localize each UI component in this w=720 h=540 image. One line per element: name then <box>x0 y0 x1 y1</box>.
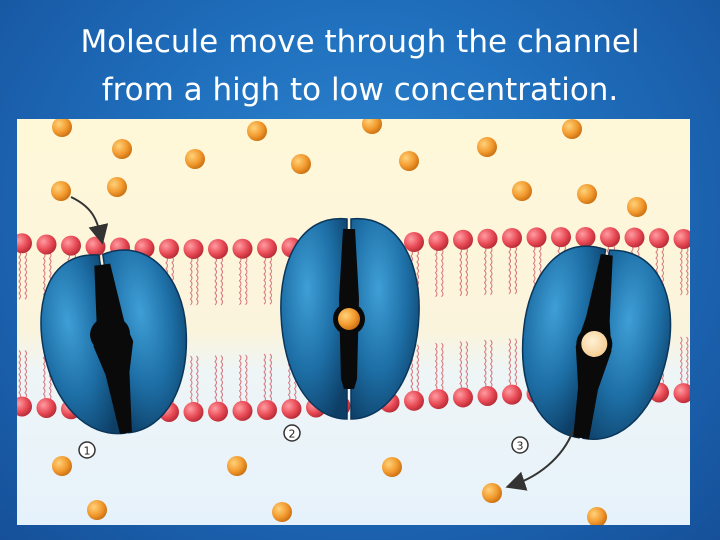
solute-molecule <box>512 181 532 201</box>
lipid-head <box>404 232 424 252</box>
lipid-head <box>551 227 571 247</box>
solute-molecule <box>627 197 647 217</box>
solute-molecule <box>52 456 72 476</box>
lipid-head <box>625 228 645 248</box>
lipid-head <box>478 229 498 249</box>
solute-molecule <box>562 119 582 139</box>
solute-molecule <box>51 181 71 201</box>
lipid-head <box>453 230 473 250</box>
lipid-head <box>257 400 277 420</box>
lipid-head <box>208 402 228 422</box>
lipid-head <box>61 236 81 256</box>
solute-molecule <box>185 149 205 169</box>
solute-molecule <box>112 139 132 159</box>
lipid-head <box>233 239 253 259</box>
membrane-channel-diagram <box>17 119 690 525</box>
slide-title <box>0 18 720 114</box>
lipid-head <box>527 227 547 247</box>
solute-molecule <box>577 184 597 204</box>
lipid-head <box>282 399 302 419</box>
title-line-1: Molecule move through the channel <box>80 24 640 60</box>
lipid-head <box>37 234 57 254</box>
svg-text:3: 3 <box>516 439 524 453</box>
lipid-head <box>429 389 449 409</box>
lipid-head <box>502 228 522 248</box>
lipid-head <box>404 391 424 411</box>
solute-molecule <box>272 502 292 522</box>
solute-molecule <box>87 500 107 520</box>
solute-molecule <box>227 456 247 476</box>
step-label-1 <box>79 442 95 458</box>
lipid-head <box>159 239 179 259</box>
lipid-head <box>208 239 228 259</box>
lipid-head <box>233 401 253 421</box>
lipid-head <box>429 231 449 251</box>
title-line-2: from a high to low concentration. <box>101 72 619 108</box>
lipid-head <box>649 228 669 248</box>
solute-molecule <box>399 151 419 171</box>
lipid-head <box>502 385 522 405</box>
solute-molecule <box>382 457 402 477</box>
solute-molecule-in-channel <box>338 308 360 330</box>
solute-molecule <box>477 137 497 157</box>
lipid-head <box>600 227 620 247</box>
lipid-head <box>184 239 204 259</box>
lipid-head <box>453 387 473 407</box>
lipid-head <box>37 398 57 418</box>
lipid-head <box>478 386 498 406</box>
solute-molecule <box>247 121 267 141</box>
solute-molecule <box>107 177 127 197</box>
step-label-2 <box>284 425 300 441</box>
lipid-head <box>184 402 204 422</box>
svg-text:1: 1 <box>83 444 91 458</box>
svg-text:2: 2 <box>288 427 296 441</box>
solute-molecule <box>482 483 502 503</box>
solute-molecule <box>291 154 311 174</box>
lipid-head <box>257 238 277 258</box>
lipid-head <box>576 227 596 247</box>
channel-protein-2 <box>281 219 419 419</box>
step-label-3 <box>512 437 528 453</box>
lipid-head <box>86 237 106 257</box>
